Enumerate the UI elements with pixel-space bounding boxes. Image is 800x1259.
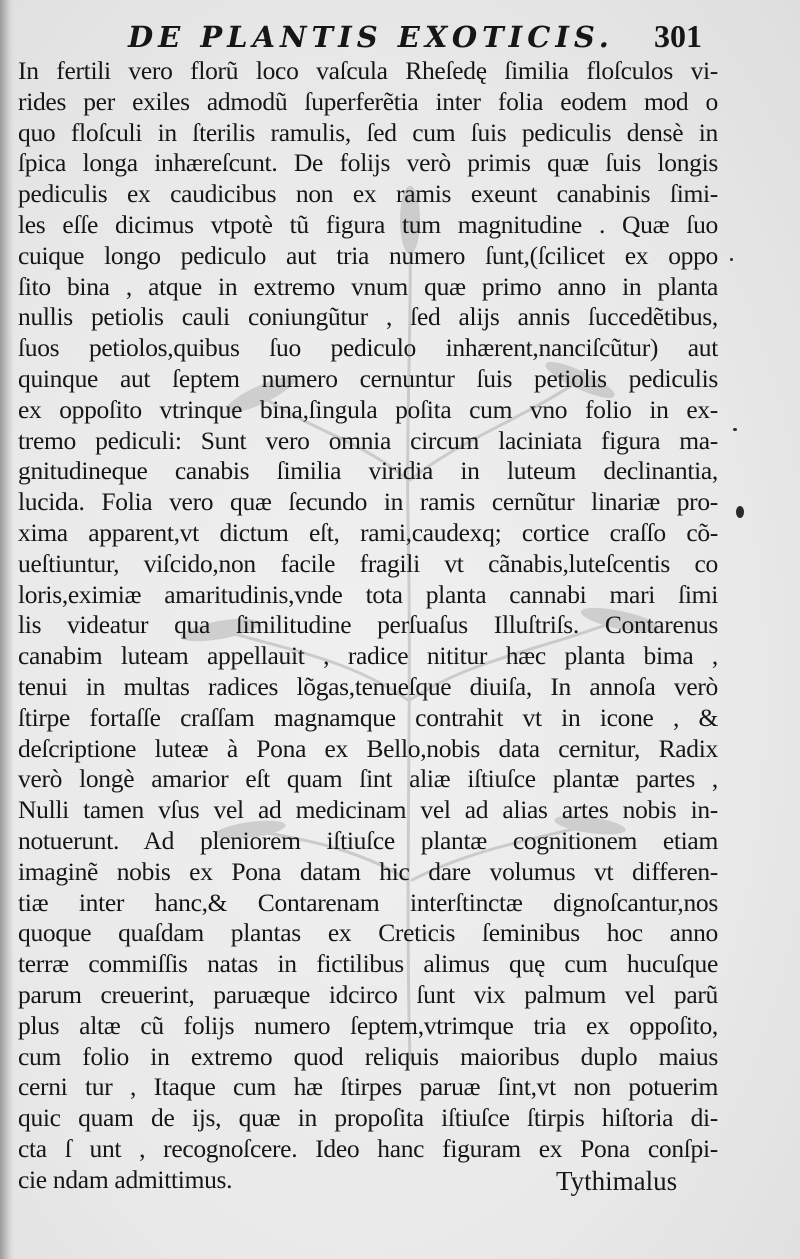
ink-speck [733, 428, 737, 431]
ink-speck [736, 506, 744, 518]
text-line: In fertili vero florũ loco vaſcula Rheſedę ſimilia floſculos vi- [18, 56, 718, 85]
text-line: ueſtiuntur, viſcido,non facile fragili vt cãnabis,luteſcentis co [18, 548, 718, 578]
text-line: ſuos petiolos,quibus ſuo pediculo inhærent,nanciſcũtur) aut [18, 333, 718, 363]
catchword: Tythimalus [556, 1166, 678, 1196]
text-line: cta ſ unt , recognoſcere. Ideo hanc figuram ex Pona conſpi- [18, 1133, 718, 1163]
text-line: loris,eximiæ amaritudinis,vnde tota planta cannabi mari ſimi [18, 579, 718, 609]
text-line: notuerunt. Ad pleniorem iſtiuſce plantæ cognitionem etiam [18, 825, 718, 855]
text-line: ſtirpe fortaſſe craſſam magnamque contrahit vt in icone , & [18, 702, 718, 732]
text-line: ſpica longa inhæreſcunt. De folijs verò primis quæ ſuis longis [18, 148, 718, 178]
text-line: rides per exiles admodũ ſuperferẽtia inter folia eodem mod o [18, 86, 718, 116]
text-line: quic quam de ijs, quæ in propoſita iſtiuſce ſtirpis hiſtoria di- [18, 1103, 718, 1133]
text-line: canabim luteam appellauit , radice nititur hæc planta bima , [18, 641, 718, 671]
text-line: ſito bina , atque in extremo vnum quæ primo anno in planta [18, 271, 718, 301]
text-line: tiæ inter hanc,& Contarenam interſtinctæ dignoſcantur,nos [18, 887, 718, 917]
running-title: DE PLANTIS EXOTICIS. [128, 20, 614, 54]
text-line: plus altæ cũ folijs numero ſeptem,vtrimque tria ex oppoſito, [18, 1010, 718, 1040]
text-line: parum creuerint, paruæque idcirco ſunt vix palmum vel parũ [18, 979, 718, 1009]
text-line: xima apparent,vt dictum eſt, rami,caudexq; cortice craſſo cõ- [18, 517, 718, 547]
text-line: Nulli tamen vſus vel ad medicinam vel ad alias artes nobis in- [18, 795, 718, 825]
text-line: deſcriptione luteæ à Pona ex Bello,nobis data cernitur, Radix [18, 733, 718, 763]
text-line: ex oppoſito vtrinque bina,ſingula poſita cum vno folio in ex- [18, 394, 718, 424]
text-line: terræ commiſſis natas in fictilibus alimus quę cum hucuſque [18, 949, 718, 979]
text-line: tremo pediculi: Sunt vero omnia circum laciniata figura ma- [18, 425, 718, 455]
page-number: 301 [654, 18, 702, 54]
text-line: verò longè amarior eſt quam ſint aliæ iſtiuſce plantæ partes , [18, 764, 718, 794]
text-line: gnitudineque canabis ſimilia viridia in luteum declinantia, [18, 456, 718, 486]
text-line: cum folio in extremo quod reliquis maioribus duplo maius [18, 1041, 718, 1071]
text-line: quoque quaſdam plantas ex Creticis ſeminibus hoc anno [18, 918, 718, 948]
page-header [0, 18, 800, 58]
body-text [18, 56, 718, 1195]
text-line: les eſſe dicimus vtpotè tũ figura tum magnitudine . Quæ ſuo [18, 209, 718, 239]
text-line: lucida. Folia vero quæ ſecundo in ramis cernũtur linariæ pro- [18, 487, 718, 517]
page-gutter-shadow [0, 0, 14, 1259]
text-line: quinque aut ſeptem numero cernuntur ſuis petiolis pediculis [18, 363, 718, 393]
text-line: lis videatur qua ſimilitudine perſuaſus Illuſtriſs. Contarenus [18, 610, 718, 640]
text-line: tenui in multas radices lõgas,tenueſque diuiſa, In annoſa verò [18, 671, 718, 701]
text-line: nullis petiolis cauli coniungũtur , ſed alijs annis ſuccedẽtibus, [18, 302, 718, 332]
text-line: imaginẽ nobis ex Pona datam hic dare volumus vt differen- [18, 856, 718, 886]
ink-speck [730, 258, 733, 261]
text-line: pediculis ex caudicibus non ex ramis exeunt canabinis ſimi- [18, 179, 718, 209]
text-line: cerni tur , Itaque cum hæ ſtirpes paruæ ſint,vt non potuerim [18, 1072, 718, 1102]
text-line: cuique longo pediculo aut tria numero ſunt,(ſcilicet ex oppo [18, 240, 718, 270]
text-line: quo floſculi in ſterilis ramulis, ſed cum ſuis pediculis densè in [18, 117, 718, 147]
text-line: cie ndam admittimus. [18, 1164, 233, 1194]
